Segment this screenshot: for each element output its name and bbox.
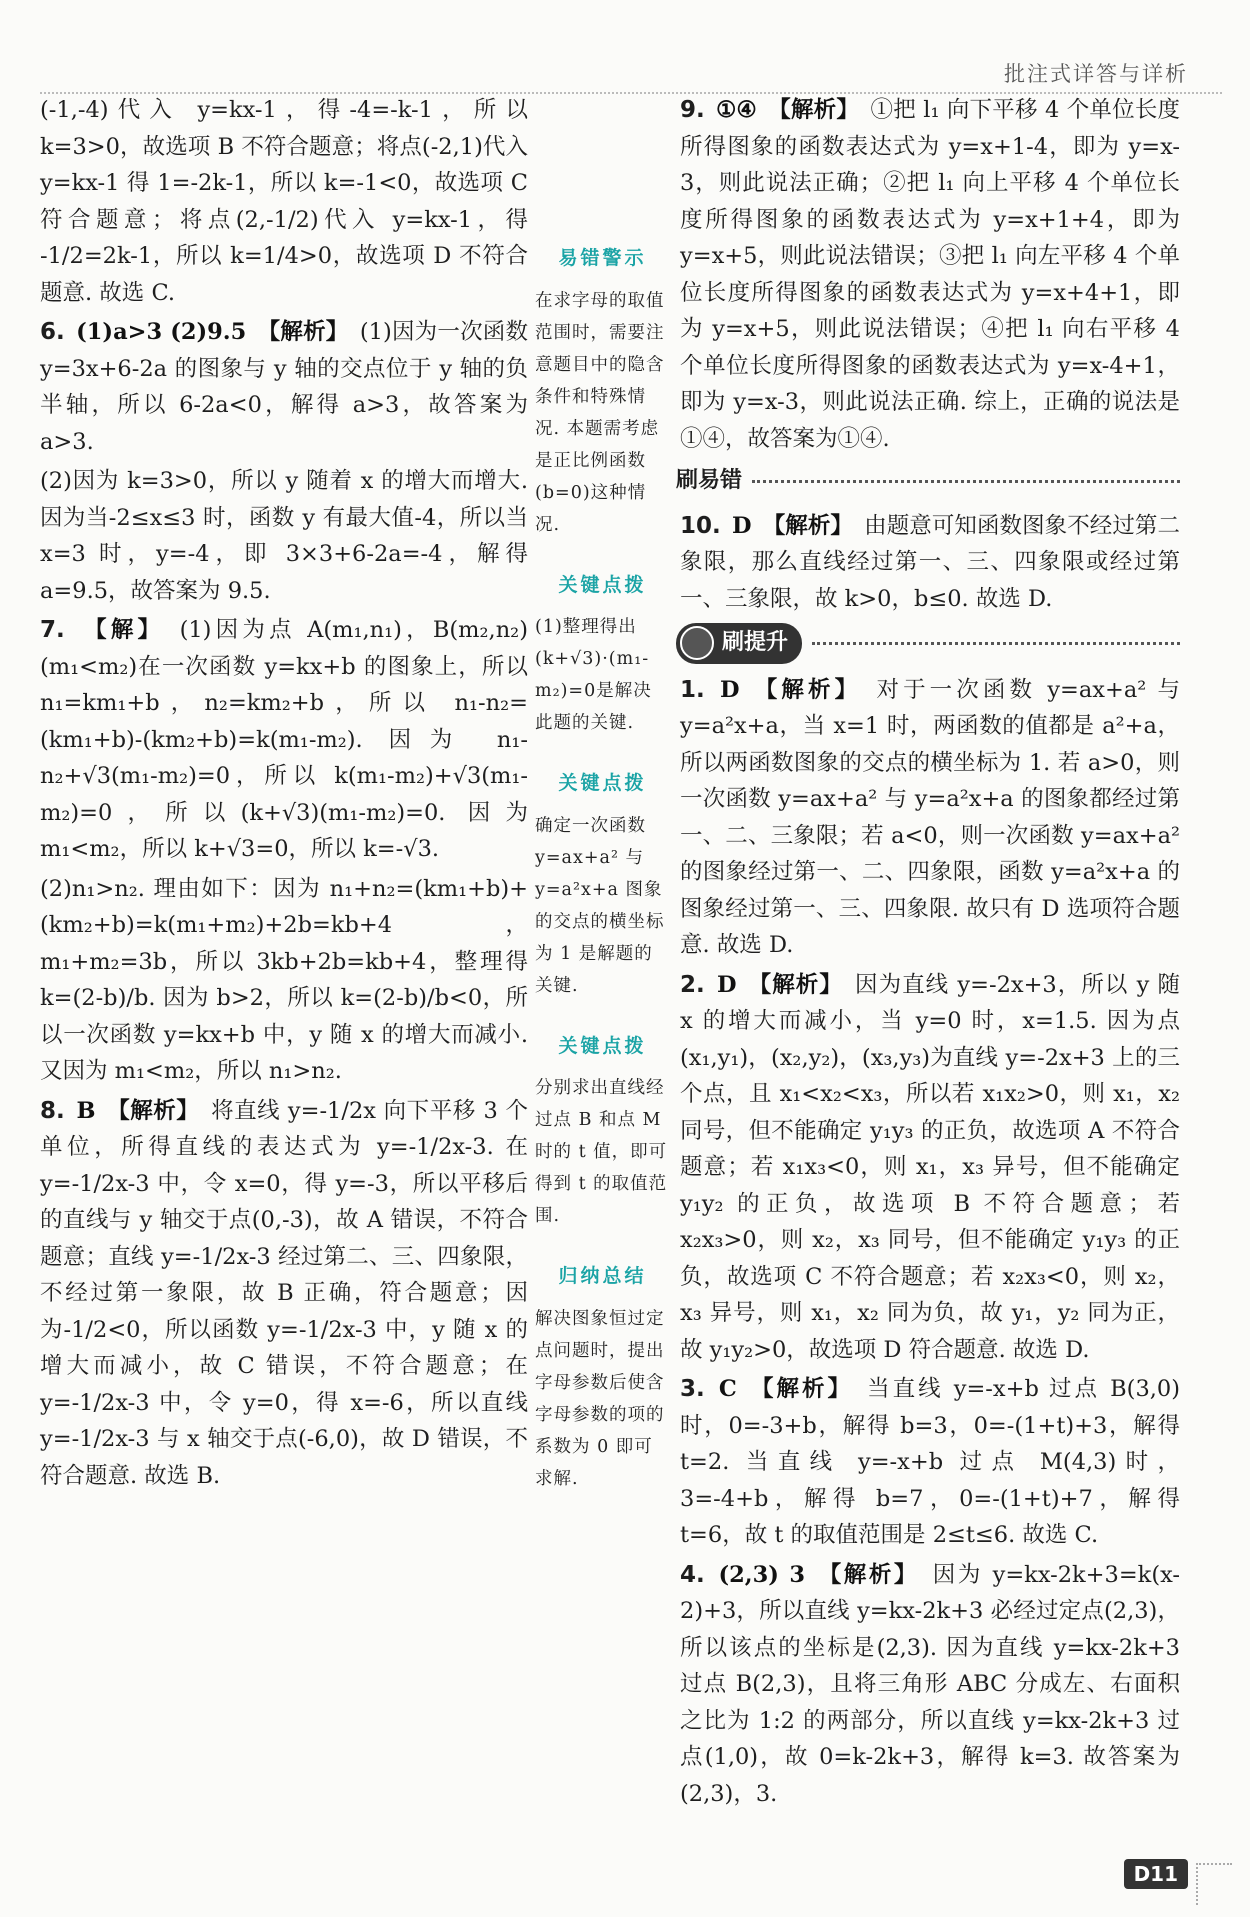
question-number: 2.	[680, 971, 705, 998]
question-1	[680, 672, 1180, 964]
answer: D	[716, 971, 737, 998]
section-header-mistakes	[676, 463, 1180, 500]
analysis-tag: 【解析】	[748, 971, 843, 998]
section-header-advance	[676, 623, 1180, 664]
question-8	[40, 1093, 528, 1495]
analysis-text: 对于一次函数 y=ax+a² 与 y=a²x+a，当 x=1 时，两函数的值都是 a²+a，所以两函数图象的交点的横坐标为 1. 若 a>0，则一次函数 y=ax+a² 与 y=a²x+a 的图象都经过第一、二、三象限；若 a<0，则一次函数 y=ax+a² 的图象经过第一、二、四象限，函数 y=a²x+a 的图象经过第一、三、四象限. 故只有 D 选项符合题意. 故选 D.	[680, 676, 1181, 958]
answer: D	[731, 512, 752, 539]
solution-text: (1)因为点 A(m₁,n₁)，B(m₂,n₂)(m₁<m₂)在一次函数 y=kx+b 的图象上，所以 n₁=km₁+b，n₂=km₂+b，所以 n₁-n₂=(km₁+b)-(km₂+b)=k(m₁-m₂). 因为 n₁-n₂+√3(m₁-m₂)=0，所以 k(m₁-m₂)+√3(m₁-m₂)=0，所以(k+√3)(m₁-m₂)=0. 因为 m₁<m₂，所以 k+√3=0，所以 k=-√3.	[40, 617, 528, 862]
note-box	[535, 1258, 670, 1495]
question-6	[40, 314, 528, 460]
answer: C	[718, 1376, 737, 1402]
badge-icon	[680, 626, 714, 660]
note-box	[535, 765, 670, 1002]
note-title: 关键点拨	[558, 573, 647, 596]
question-number: 8.	[40, 1097, 65, 1124]
note-title: 归纳总结	[558, 1265, 647, 1287]
question-number: 9.	[680, 97, 705, 123]
note-title: 易错警示	[558, 247, 647, 269]
paragraph: (2)因为 k=3>0，所以 y 随着 x 的增大而增大. 因为当-2≤x≤3 时，函数 y 有最大值-4，所以当 x=3 时，y=-4，即 3×3+6-2a=-4，解得 a=9.5，故答案为 9.5.	[40, 468, 528, 604]
analysis-text: ①把 l₁ 向下平移 4 个单位长度所得图象的函数表达式为 y=x+1-4，即为 y=x-3，则此说法正确；②把 l₁ 向上平移 4 个单位长度所得图象的函数表达式为 y=x+1+4，即为 y=x+5，则此说法错误；③把 l₁ 向左平移 4 个单位长度所得图象的函数表达式为 y=x+4+1，即为 y=x+5，则此说法错误；④把 l₁ 向右平移 4 个单位长度所得图象的函数表达式为 y=x-4+1，即为 y=x-3，则此说法正确. 综上，正确的说法是①④，故答案为①④.	[680, 97, 1181, 452]
analysis-tag: 【解析】	[762, 512, 853, 539]
note-box	[535, 1028, 670, 1233]
answer: ①④	[716, 97, 757, 123]
analysis-tag: 【解析】	[107, 1097, 200, 1124]
note-body: 分别求出直线经过点 B 和点 M 时的 t 值，即可得到 t 的取值范围.	[535, 1078, 668, 1226]
note-body: 解决图象恒过定点问题时，提出字母参数后使含字母参数的项的系数为 0 即可求解.	[535, 1308, 665, 1489]
question-number: 4.	[680, 1561, 705, 1588]
paragraph: (2)n₁>n₂. 理由如下：因为 n₁+n₂=(km₁+b)+(km₂+b)=k(m₁+m₂)+2b=kb+4，m₁+m₂=3b，所以 3kb+2b=kb+4，整理得 k=(2-b)/b. 因为 b>2，所以 k=(2-b)/b<0，所以一次函数 y=kx+b 中，y 随 x 的增大而减小. 又因为 m₁<m₂，所以 n₁>n₂.	[40, 875, 528, 1084]
page-number: D11	[1124, 1859, 1188, 1889]
answer: (1)a>3 (2)9.5	[76, 319, 247, 345]
note-box	[535, 240, 670, 541]
section-label: 刷易错	[676, 468, 743, 493]
analysis-tag: 【解析】	[257, 319, 349, 345]
analysis-text: (1)因为一次函数 y=3x+6-2a 的图象与 y 轴的交点位于 y 轴的负半轴，所以 6-2a<0，解得 a>3，故答案为 a>3.	[40, 319, 529, 455]
question-number: 1.	[680, 676, 705, 703]
question-number: 3.	[680, 1376, 705, 1402]
dotted-rule	[752, 480, 1180, 483]
analysis-tag: 【解析】	[754, 676, 862, 703]
question-4	[680, 1557, 1180, 1813]
analysis-tag: 【解析】	[818, 1561, 920, 1588]
right-column	[676, 92, 1181, 1815]
question-number: 7.	[40, 617, 65, 643]
note-title: 关键点拨	[558, 772, 647, 794]
page-header: 批注式详答与详析	[1004, 62, 1188, 86]
note-body: (1)整理得出(k+√3)·(m₁-m₂)=0是解决此题的关键.	[535, 617, 652, 733]
question-7	[40, 612, 528, 868]
question-number: 6.	[40, 319, 65, 345]
analysis-text: 因为 y=kx-2k+3=k(x-2)+3，所以直线 y=kx-2k+3 必经过定点(2,3)，所以该点的坐标是(2,3). 因为直线 y=kx-2k+3 过点 B(2,3)，且将三角形 ABC 分成左、右面积之比为 1:2 的两部分，所以直线 y=kx-2k+3 过点(1,0)，故 0=k-2k+3，解得 k=3. 故答案为(2,3)，3.	[680, 1561, 1180, 1807]
question-2	[680, 967, 1180, 1369]
note-body: 在求字母的取值范围时，需要注意题目中的隐含条件和特殊情况. 本题需考虑是正比例函数(b=0)这种情况.	[535, 290, 665, 535]
section-label: 刷提升	[722, 630, 789, 655]
paragraph: (-1,-4)代入 y=kx-1，得-4=-k-1，所以 k=3>0，故选项 B 不符合题意；将点(-2,1)代入 y=kx-1 得 1=-2k-1，所以 k=-1<0，故选项 C 符合题意；将点(2,-1/2)代入 y=kx-1，得 -1/2=2k-1，所以 k=1/4>0，故选项 D 不符合题意. 故选 C.	[40, 97, 528, 306]
question-10	[680, 508, 1180, 618]
analysis-text: 当直线 y=-x+b 过点 B(3,0)时，0=-3+b，解得 b=3，0=-(1+t)+3，解得 t=2. 当直线 y=-x+b 过点 M(4,3)时，3=-4+b，解得 b=7，0=-(1+t)+7，解得 t=6，故 t 的取值范围是 2≤t≤6. 故选 C.	[680, 1376, 1181, 1548]
note-title: 关键点拨	[558, 1034, 647, 1057]
answer: (2,3) 3	[718, 1561, 805, 1588]
question-number: 10.	[680, 512, 721, 539]
analysis-text: 将直线 y=-1/2x 向下平移 3 个单位，所得直线的表达式为 y=-1/2x-3. 在 y=-1/2x-3 中，令 x=0，得 y=-3，所以平移后的直线与 y 轴交于点(0,-3)，故 A 错误，不符合题意；直线 y=-1/2x-3 经过第二、三、四象限，不经过第一象限，故 B 正确，符合题意；因为-1/2<0，所以函数 y=-1/2x-3 中，y 随 x 的增大而减小，故 C 错误，不符合题意；在 y=-1/2x-3 中，令 y=0，得 x=-6，所以直线 y=-1/2x-3 与 x 轴交于点(-6,0)，故 D 错误，不符合题意. 故选 B.	[40, 1097, 529, 1489]
dotted-rule	[812, 642, 1180, 645]
answer: B	[76, 1097, 96, 1124]
analysis-text: 因为直线 y=-2x+3，所以 y 随 x 的增大而减小，当 y=0 时，x=1.5. 因为点(x₁,y₁)，(x₂,y₂)，(x₃,y₃)为直线 y=-2x+3 上的三个点，且 x₁<x₂<x₃，所以若 x₁x₂>0，则 x₁，x₂ 同号，但不能确定 y₁y₃ 的正负，故选项 A 不符合题意；若 x₁x₃<0，则 x₁，x₃ 异号，但不能确定 y₁y₂ 的正负，故选项 B 不符合题意；若 x₂x₃>0，则 x₂，x₃ 同号，但不能确定 y₁y₃ 的正负，故选项 C 不符合题意；若 x₂x₃<0，则 x₂，x₃ 异号，则 x₁，x₂ 同为负，故 y₁，y₂ 同为正，故 y₁y₂>0，故选项 D 符合题意. 故选 D.	[680, 971, 1181, 1363]
solution-tag: 【解】	[84, 617, 165, 643]
analysis-text: 由题意可知函数图象不经过第二象限，那么直线经过第一、三、四象限或经过第一、三象限，故 k>0，b≤0. 故选 D.	[680, 512, 1180, 612]
question-3	[680, 1371, 1180, 1554]
section-badge	[676, 623, 802, 664]
analysis-tag: 【解析】	[768, 97, 860, 123]
note-box	[535, 567, 670, 740]
analysis-tag: 【解析】	[750, 1376, 853, 1402]
left-column	[40, 92, 528, 1497]
margin-notes	[535, 240, 670, 1521]
answer: D	[720, 676, 740, 703]
note-body: 确定一次函数 y=ax+a² 与 y=a²x+a 图象的交点的横坐标为 1 是解题的关键.	[535, 815, 665, 996]
question-9	[680, 92, 1180, 457]
page-corner-decoration	[1196, 1863, 1232, 1905]
